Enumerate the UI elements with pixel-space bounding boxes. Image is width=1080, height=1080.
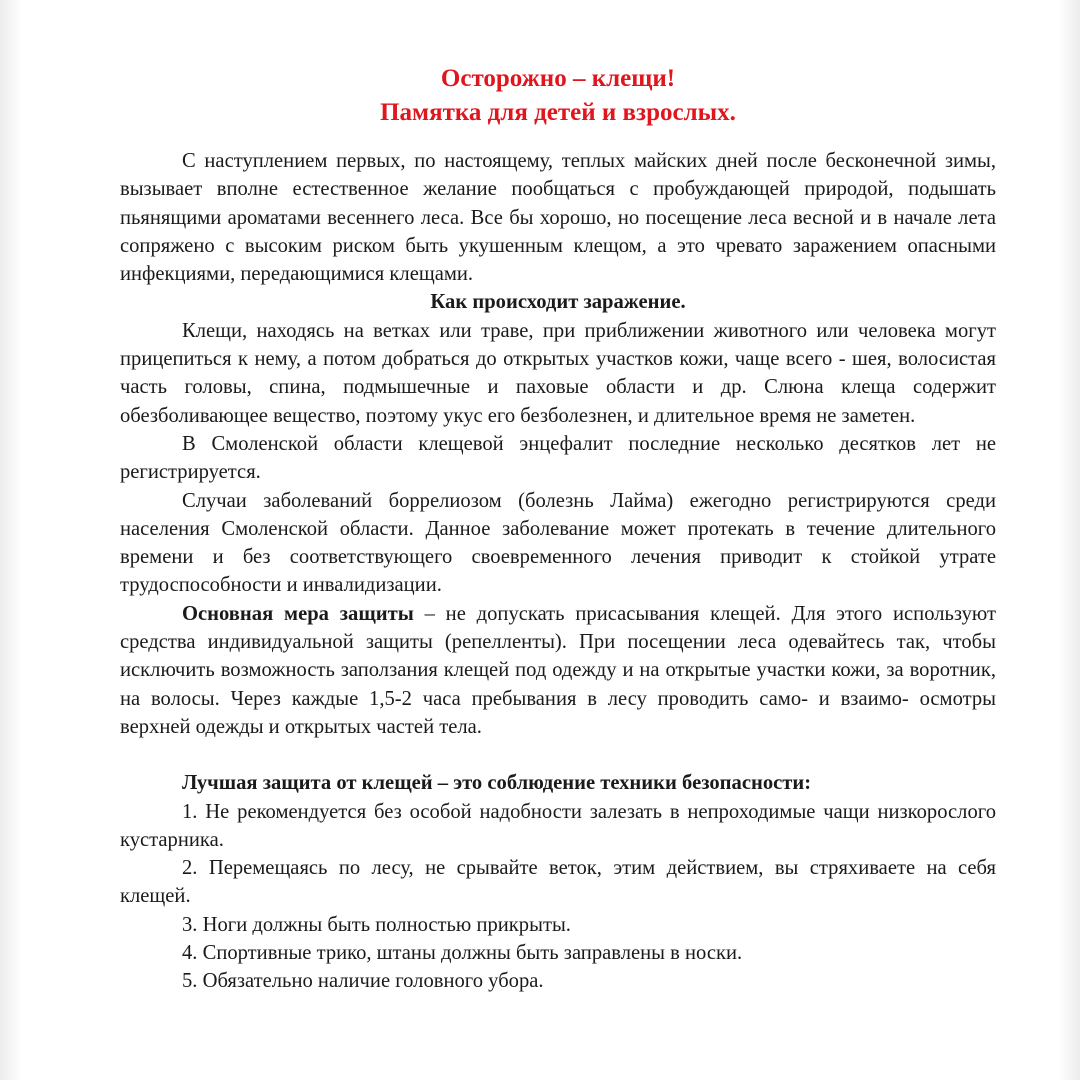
safety-item: 2. Перемещаясь по лесу, не срывайте веток, этим действием, вы стряхиваете на себя клещей. <box>120 857 996 908</box>
document-title <box>120 62 996 130</box>
encephalitis-paragraph: В Смоленской области клещевой энцефалит последние несколько десятков лет не регистрируется. <box>120 432 996 484</box>
document-body <box>120 62 996 996</box>
intro-paragraph: С наступлением первых, по настоящему, теплых майских дней после бесконечной зимы, вызывает вполне естественное желание пообщаться с пробуждающей природой, подышать пьянящими ароматами весеннего леса. Все бы хорошо, но посещение леса весной и в начале лета сопряжено с высоким риском быть укушенным клещом, а это чревато заражением опасными инфекциями, передающимися клещами. <box>120 150 996 286</box>
infection-paragraph: Клещи, находясь на ветках или траве, при приближении животного или человека могут прицепиться к нему, а потом добраться до открытых участков кожи, чаще всего - шея, волосистая часть головы, спина, подмышечные и паховые области и др. Слюна клеща содержит обезболивающее вещество, поэтому укус его безболезнен, и длительное время не заметен. <box>120 319 996 427</box>
safety-item: 4. Спортивные трико, штаны должны быть заправлены в носки. <box>182 942 743 965</box>
title-line-1: Осторожно – клещи! <box>440 65 676 92</box>
title-line-2: Памятка для детей и взрослых. <box>380 99 736 126</box>
protection-paragraph <box>120 600 996 741</box>
safety-item: 1. Не рекомендуется без особой надобности залезать в непроходимые чащи низкорослого кустарника. <box>120 800 996 851</box>
protection-text: – не допускать присасывания клещей. Для этого используют средства индивидуальной защиты (репелленты). При посещении леса одевайтесь так, чтобы исключить возможность заползания клещей под одежду и на открытые участки кожи, за воротник, на волосы. Через каждые 1,5-2 часа пребывания в лесу проводить само- и взаимо- осмотры верхней одежды и открытых частей тела. <box>120 602 997 738</box>
borreliosis-paragraph: Случаи заболеваний боррелиозом (болезнь Лайма) ежегодно регистрируются среди населения Смоленской области. Данное заболевание может протекать в течение длительного времени и без соответствующего своевременного лечения приводит к стойкой утрате трудоспособности и инвалидизации. <box>120 489 996 597</box>
safety-item: 3. Ноги должны быть полностью прикрыты. <box>182 913 571 936</box>
safety-heading: Лучшая защита от клещей – это соблюдение техники безопасности: <box>182 772 812 795</box>
page-edge-left <box>0 0 22 1080</box>
infection-heading: Как происходит заражение. <box>430 291 686 314</box>
page-edge-right <box>1058 0 1080 1080</box>
protection-lead: Основная мера защиты <box>182 602 414 625</box>
safety-item: 5. Обязательно наличие головного убора. <box>182 970 544 993</box>
